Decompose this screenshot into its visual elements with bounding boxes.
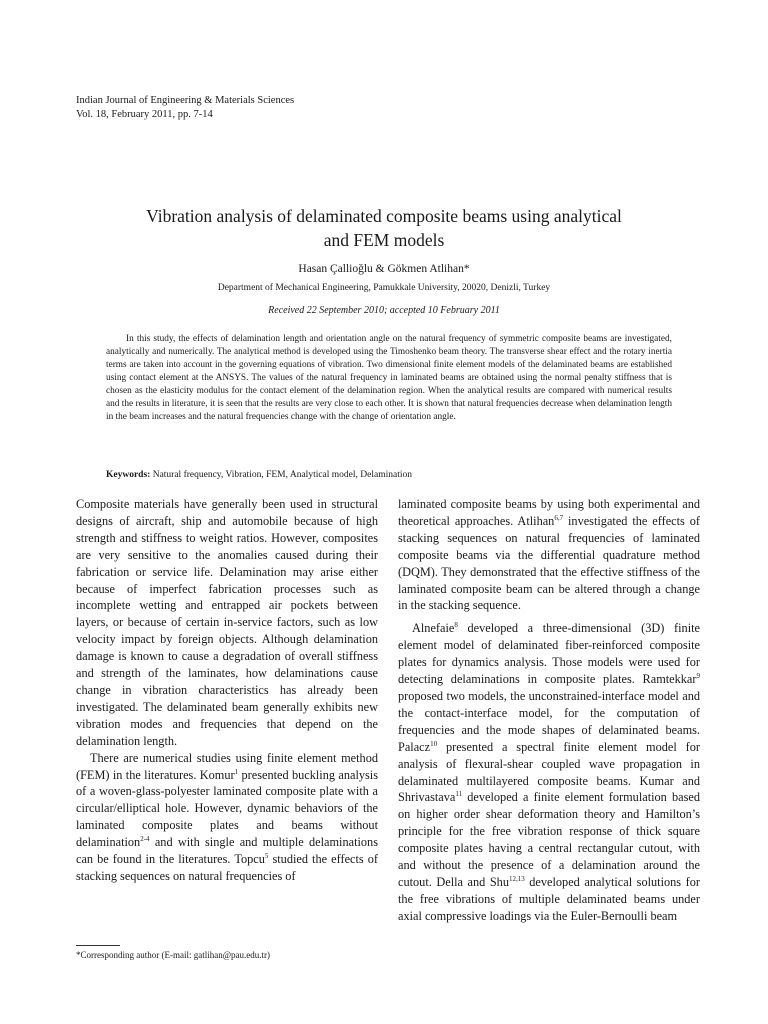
journal-volume: Vol. 18, February 2011, pp. 7-14 (76, 108, 213, 120)
text-run: developed a three-dimensional (3D) finite element model of delaminated fiber-reinforced composite plates for dynamics analysis. Those models were used for detecting delaminations in composite plates. Ramtekkar (398, 621, 700, 687)
text-run: presented a spectral finite element model for analysis of flexural-shear coupled wave propagation in delaminated multilayered composite beams. Kumar and Shrivastava (398, 739, 700, 805)
intro-paragraph-2 (76, 750, 378, 885)
text-run: laminated composite beams by using both experimental and theoretical approaches. Atlihan (398, 497, 700, 528)
text-run: presented buckling analysis of a woven-glass-polyester laminated composite plate with a circular/elliptical hole. However, dynamic behaviors of the laminated composite plates and beams without delamination (76, 767, 378, 850)
intro-paragraph-4 (398, 620, 700, 924)
citation-ref: 6,7 (554, 513, 564, 522)
keywords-text: Natural frequency, Vibration, FEM, Analytical model, Delamination (152, 470, 412, 480)
received-dates: Received 22 September 2010; accepted 10 February 2011 (268, 305, 500, 316)
text-run: developed a finite element formulation based on higher order shear deformation theory and Hamilton’s principle for the free vibration response of thick square composite plates having a central rectangular cutout, with and without the presence of a delamination around the cutout. Della and Shu (398, 790, 700, 889)
citation-ref: 8 (454, 621, 458, 630)
citation-ref: 12,13 (508, 874, 525, 883)
text-run: studied the effects of stacking sequences on natural frequencies of (76, 852, 378, 883)
right-column (398, 496, 700, 925)
title-line-1: Vibration analysis of delaminated composite beams using analytical (146, 206, 622, 226)
journal-header (76, 94, 294, 121)
affiliation: Department of Mechanical Engineering, Pamukkale University, 20020, Denizli, Turkey (217, 283, 551, 293)
keywords (106, 470, 672, 480)
text-run: and with single and multiple delaminations can be found in the literatures. Topcu (76, 835, 378, 867)
title-line-2: and FEM models (323, 230, 445, 250)
citation-ref: 10 (430, 739, 438, 748)
text-run: developed analytical solutions for the free vibrations of multiple delaminated beams under axial compressive loadings via the Euler-Bernoulli beam (398, 874, 700, 923)
intro-paragraph-1: Composite materials have generally been used in structural designs of aircraft, ship and automobile because of high strength and stiffness to weight ratios. However, composites are very sensitive to the anomalies caused during their fabrication or service life. Delamination may arise either because of imperfect fabrication processes such as incomplete wetting and entrapped air pockets between layers, or because of certain in-service factors, such as low velocity impact by foreign objects. Although delamination damage is known to cause a degradation of overall stiffness and strength of the laminates, how delaminations cause change in vibration characteristics has already been investigated. The delaminated beam generally exhibits new vibration modes and frequencies that depend on the delamination length. (76, 497, 378, 748)
footnote-divider (76, 945, 120, 946)
abstract: In this study, the effects of delamination length and orientation angle on the natural frequency of symmetric composite beams are investigated, analytically and numerically. The analytical method is developed using the Timoshenko beam theory. The transverse shear effect and the rotary inertia terms are taken into account in the governing equations of vibration. Two dimensional finite element models of the delaminated beams are established using contact element at the ANSYS. The values of the natural frequency in laminated beams are obtained using the normal penalty stiffness that is chosen as the elasticity modulus for the contact element of the delamination region. When the analytical results are compared with numerical results and the results in literature, it is seen that the results are very close to each other. It is shown that natural frequencies decrease when delamination length in the beam increases and the natural frequencies change with the change of orientation angle. (106, 334, 672, 422)
citation-ref: 11 (455, 790, 463, 799)
journal-name: Indian Journal of Engineering & Materials Sciences (76, 95, 295, 106)
text-run: Alnefaie (412, 621, 455, 636)
paper-title (76, 204, 692, 252)
text-run: There are numerical studies using finite element method (FEM) in the literatures. Komur (76, 750, 378, 782)
intro-paragraph-3 (398, 496, 700, 614)
text-run: investigated the effects of stacking sequences on natural frequencies of laminated composite beams via the differential quadrature method (DQM). They demonstrated that the effective stiffness of the laminated composite beam can be altered through a change in the stacking sequence. (398, 513, 700, 613)
citation-ref: 1 (234, 767, 239, 776)
citation-ref: 2-4 (140, 835, 150, 844)
keywords-label: Keywords: (106, 470, 151, 480)
left-column (76, 496, 378, 885)
text-run: proposed two models, the unconstrained-interface model and the contact-interface model, for the computation of frequencies and the mode shapes of delaminated beams. Palacz (398, 688, 700, 754)
citation-ref: 9 (696, 672, 700, 681)
authors: Hasan Çallioğlu & Gökmen Atlihan* (298, 263, 470, 275)
citation-ref: 5 (264, 852, 269, 861)
corresponding-author-footnote: *Corresponding author (E-mail: gatlihan@pau.edu.tr) (76, 950, 270, 960)
